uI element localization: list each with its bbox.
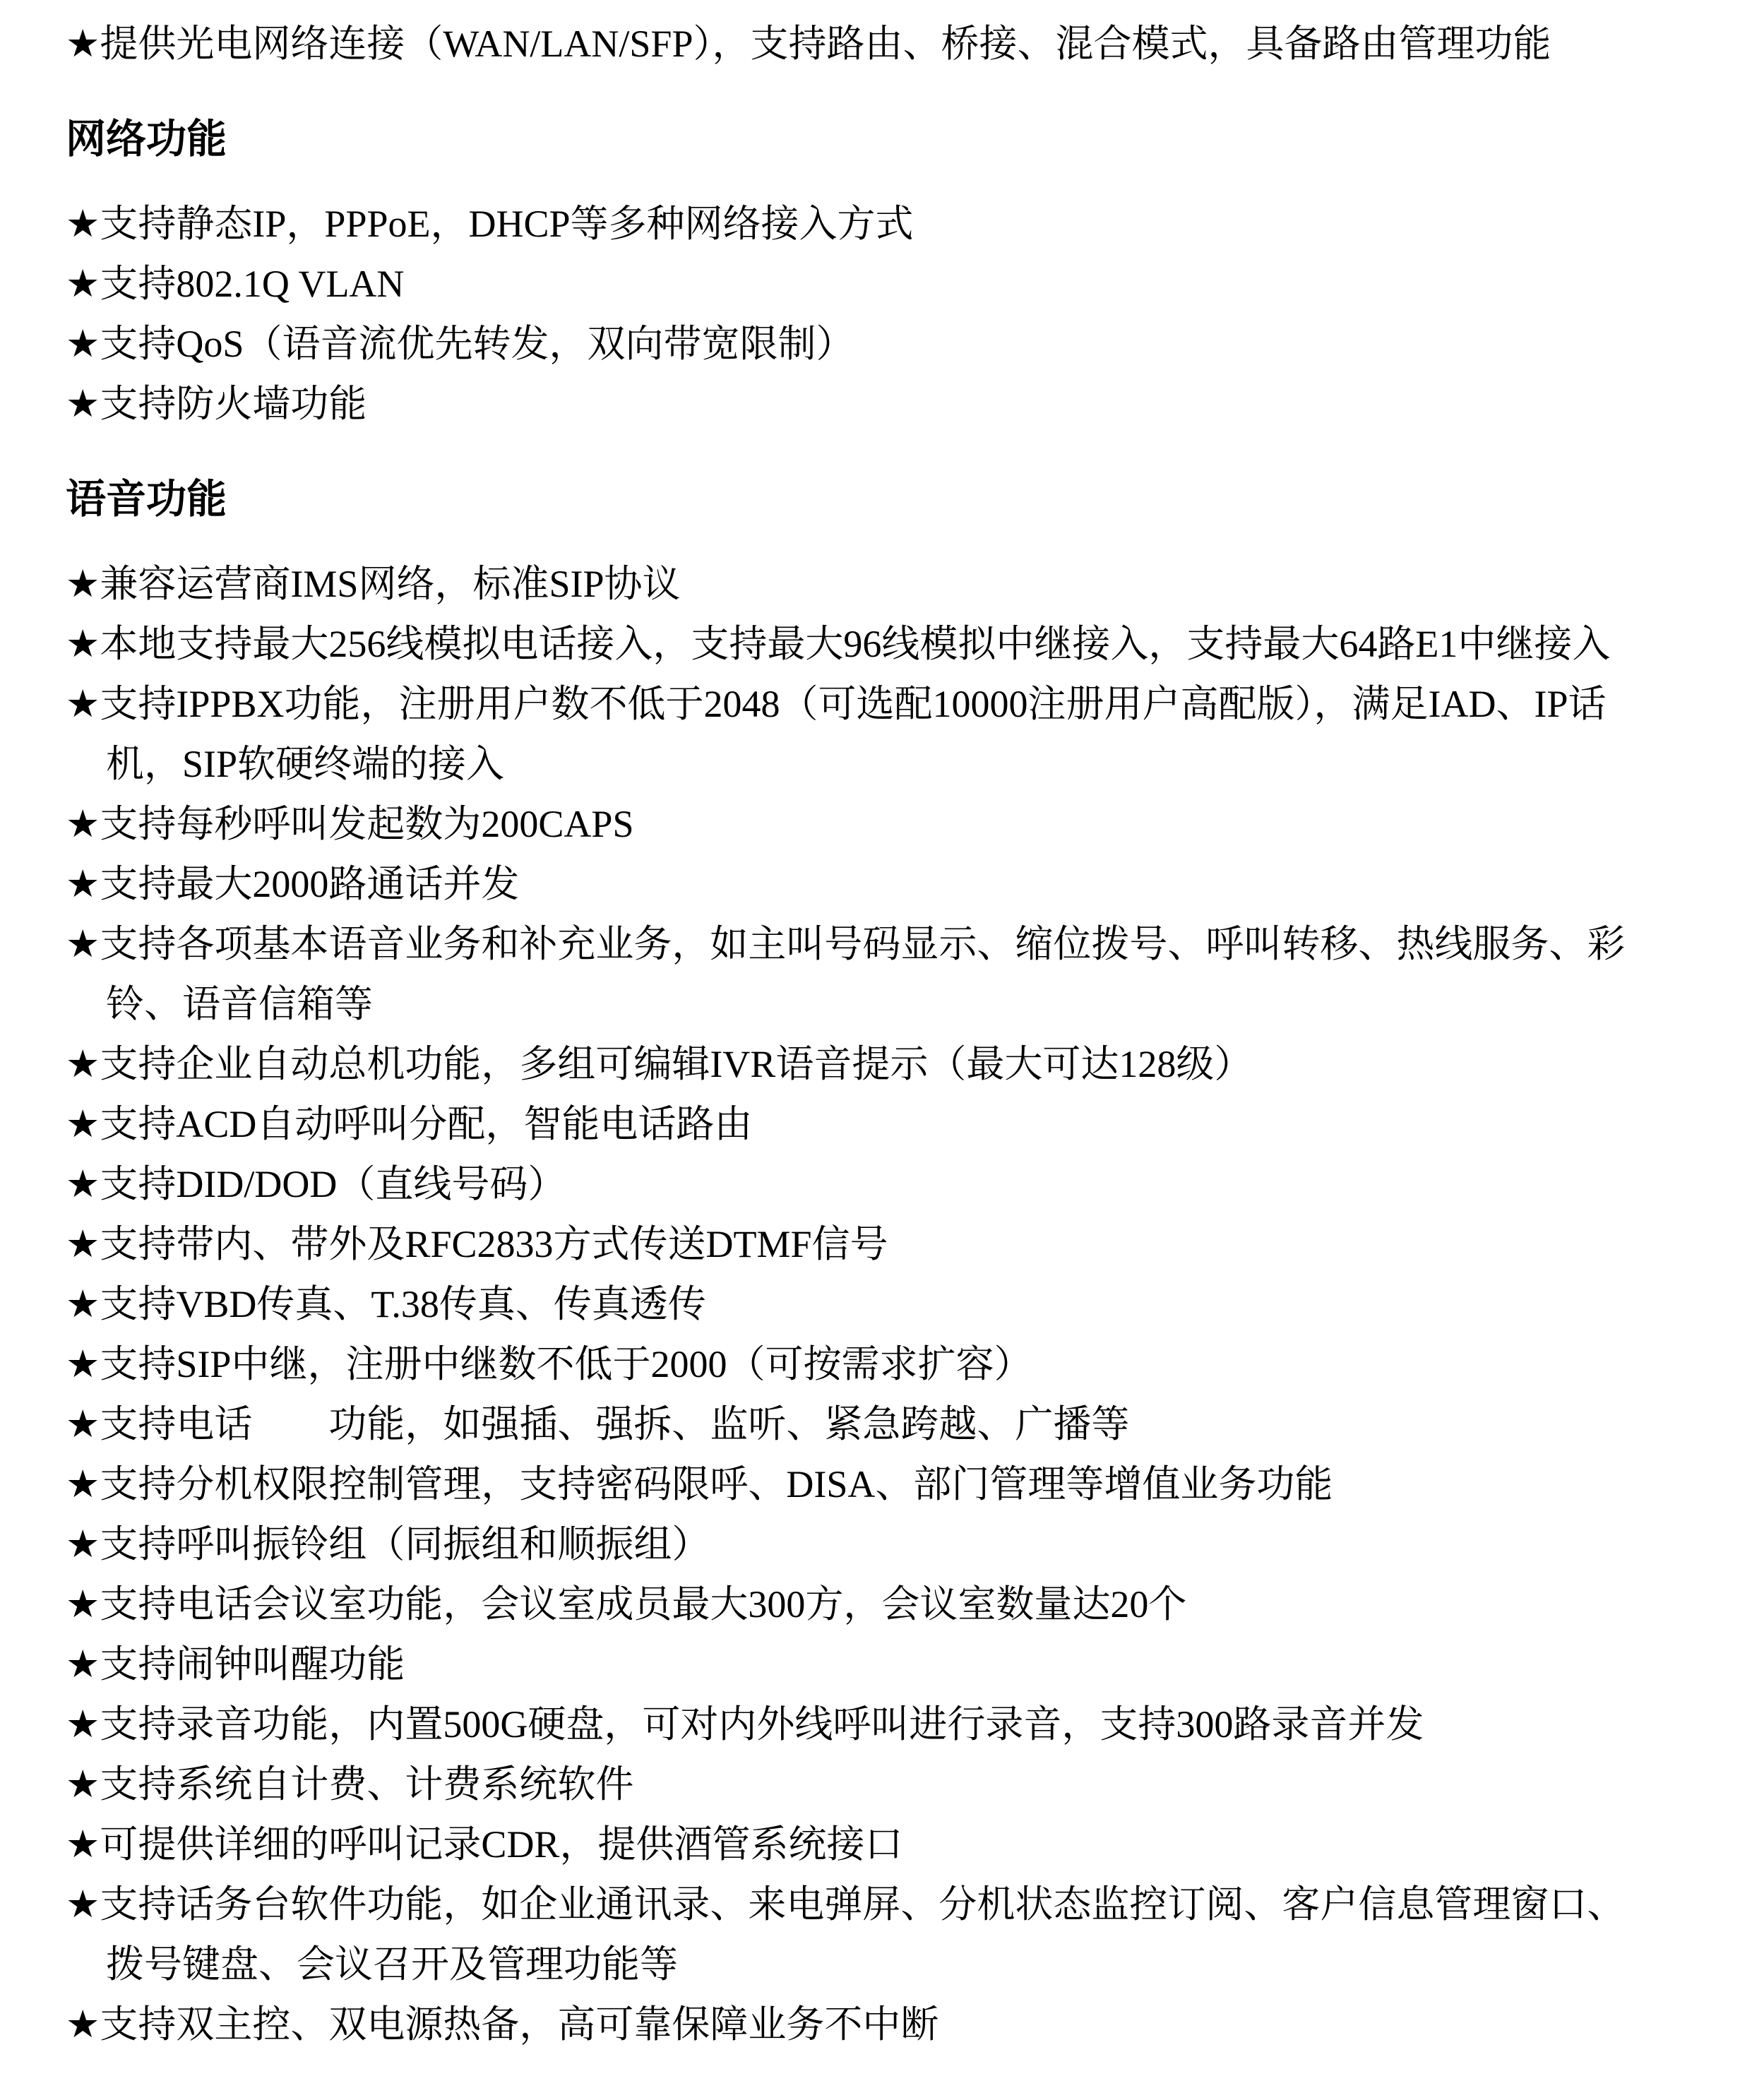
bullet-item	[66, 674, 1710, 734]
bullet-item	[66, 1395, 1710, 1455]
bullet-item	[66, 1094, 1710, 1155]
star-bullet-icon: ★	[66, 1103, 100, 1145]
bullet-text: 支持DID/DOD（直线号码）	[100, 1163, 566, 1205]
bullet-item	[66, 854, 1710, 914]
bullet-text: 支持SIP中继，注册中继数不低于2000（可按需求扩容）	[100, 1343, 1032, 1385]
bullet-text: 支持IPPBX功能，注册用户数不低于2048（可选配10000注册用户高配版），满足IAD、IP话	[100, 683, 1607, 725]
star-bullet-icon: ★	[66, 563, 100, 605]
section-heading: 网络功能	[66, 117, 227, 162]
star-bullet-icon: ★	[66, 323, 100, 365]
bullet-item	[66, 1995, 1710, 2055]
bullet-text: 支持最大2000路通话并发	[100, 863, 520, 905]
bullet-text: 支持防火墙功能	[100, 383, 367, 425]
bullet-item	[66, 1635, 1710, 1695]
star-bullet-icon: ★	[66, 1643, 100, 1686]
bullet-item	[66, 1875, 1710, 1935]
bullet-text: 支持电话 功能，如强插、强拆、监听、紧急跨越、广播等	[100, 1403, 1130, 1445]
star-bullet-icon: ★	[66, 1523, 100, 1565]
bullet-continuation-line	[66, 974, 1710, 1034]
star-bullet-icon: ★	[66, 623, 100, 665]
star-bullet-icon: ★	[66, 863, 100, 905]
star-bullet-icon: ★	[66, 1043, 100, 1085]
star-bullet-icon: ★	[66, 203, 100, 245]
bullet-item	[66, 1455, 1710, 1515]
bullet-text: 支持系统自计费、计费系统软件	[100, 1763, 634, 1806]
star-bullet-icon: ★	[66, 1583, 100, 1625]
star-bullet-icon: ★	[66, 383, 100, 425]
star-bullet-icon: ★	[66, 263, 100, 305]
bullet-item	[66, 914, 1710, 974]
bullet-item	[66, 1815, 1710, 1875]
bullet-text: 支持802.1Q VLAN	[100, 263, 405, 305]
bullet-item	[66, 374, 1710, 434]
star-bullet-icon: ★	[66, 1223, 100, 1265]
star-bullet-icon: ★	[66, 23, 100, 65]
bullet-item	[66, 1155, 1710, 1215]
bullet-text: 支持分机权限控制管理，支持密码限呼、DISA、部门管理等增值业务功能	[100, 1463, 1333, 1505]
star-bullet-icon: ★	[66, 1283, 100, 1325]
bullet-text: 机，SIP软硬终端的接入	[106, 743, 505, 785]
bullet-text: 支持电话会议室功能，会议室成员最大300方，会议室数量达20个	[100, 1583, 1187, 1625]
star-bullet-icon: ★	[66, 803, 100, 845]
bullet-continuation-line	[66, 1935, 1710, 1995]
bullet-text: 兼容运营商IMS网络，标准SIP协议	[100, 563, 681, 605]
bullet-text: 支持话务台软件功能，如企业通讯录、来电弹屏、分机状态监控订阅、客户信息管理窗口、	[100, 1883, 1626, 1926]
star-bullet-icon: ★	[66, 1883, 100, 1926]
bullet-text: 支持闹钟叫醒功能	[100, 1643, 405, 1686]
bullet-continuation-line	[66, 734, 1710, 794]
bullet-text: 支持VBD传真、T.38传真、传真透传	[100, 1283, 706, 1325]
bullet-item	[66, 14, 1710, 74]
bullet-text: 支持静态IP，PPPoE，DHCP等多种网络接入方式	[100, 203, 914, 245]
section-heading: 语音功能	[66, 477, 227, 522]
star-bullet-icon: ★	[66, 1163, 100, 1205]
bullet-item	[66, 554, 1710, 614]
bullet-text: 支持录音功能，内置500G硬盘，可对内外线呼叫进行录音，支持300路录音并发	[100, 1703, 1424, 1746]
bullet-text: 支持QoS（语音流优先转发，双向带宽限制）	[100, 323, 854, 365]
bullet-item	[66, 1335, 1710, 1395]
bullet-text: 支持ACD自动呼叫分配，智能电话路由	[100, 1103, 753, 1145]
bullet-item	[66, 254, 1710, 314]
star-bullet-icon: ★	[66, 1823, 100, 1866]
bullet-text: 支持企业自动总机功能，多组可编辑IVR语音提示（最大可达128级）	[100, 1043, 1253, 1085]
star-bullet-icon: ★	[66, 683, 100, 725]
bullet-text: 提供光电网络连接（WAN/LAN/SFP），支持路由、桥接、混合模式，具备路由管理功能	[100, 23, 1551, 65]
star-bullet-icon: ★	[66, 1703, 100, 1746]
star-bullet-icon: ★	[66, 923, 100, 965]
bullet-item	[66, 314, 1710, 374]
bullet-text: 可提供详细的呼叫记录CDR，提供酒管系统接口	[100, 1823, 903, 1866]
bullet-text: 支持双主控、双电源热备，高可靠保障业务不中断	[100, 2003, 939, 2046]
bullet-item	[66, 794, 1710, 854]
bullet-text: 拨号键盘、会议召开及管理功能等	[106, 1943, 678, 1986]
bullet-item	[66, 614, 1710, 674]
bullet-item	[66, 1215, 1710, 1275]
bullet-item	[66, 1575, 1710, 1635]
star-bullet-icon: ★	[66, 1403, 100, 1445]
bullet-item	[66, 1695, 1710, 1755]
bullet-item	[66, 1515, 1710, 1575]
bullet-text: 支持呼叫振铃组（同振组和顺振组）	[100, 1523, 710, 1565]
star-bullet-icon: ★	[66, 1343, 100, 1385]
bullet-item	[66, 1755, 1710, 1815]
bullet-item	[66, 194, 1710, 254]
bullet-text: 支持带内、带外及RFC2833方式传送DTMF信号	[100, 1223, 888, 1265]
bullet-text: 铃、语音信箱等	[106, 983, 373, 1025]
bullet-text: 本地支持最大256线模拟电话接入，支持最大96线模拟中继接入，支持最大64路E1中继接入	[100, 623, 1611, 665]
star-bullet-icon: ★	[66, 1763, 100, 1806]
bullet-text: 支持各项基本语音业务和补充业务，如主叫号码显示、缩位拨号、呼叫转移、热线服务、彩	[100, 923, 1626, 965]
document-body	[66, 14, 1710, 2055]
bullet-text: 支持每秒呼叫发起数为200CAPS	[100, 803, 634, 845]
bullet-item	[66, 1275, 1710, 1335]
star-bullet-icon: ★	[66, 2003, 100, 2046]
star-bullet-icon: ★	[66, 1463, 100, 1505]
bullet-item	[66, 1034, 1710, 1094]
